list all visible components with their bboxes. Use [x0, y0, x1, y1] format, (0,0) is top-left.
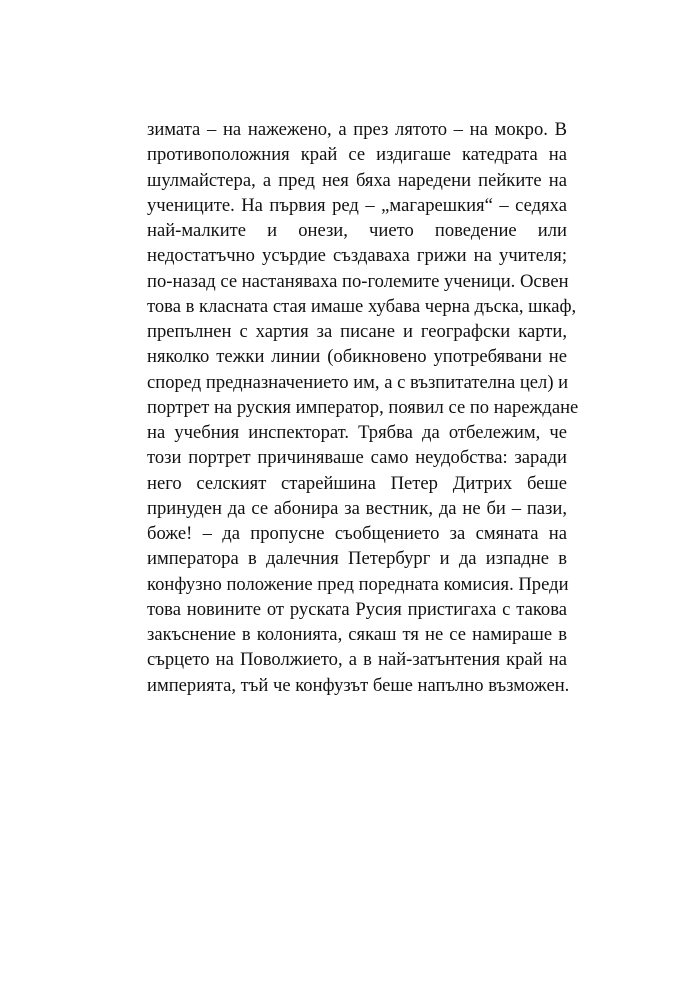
text-line: недостатъчно усърдие създаваха грижи на учителя;: [147, 245, 567, 267]
text-line: няколко тежки линии (обикновено употребявани не: [147, 346, 567, 368]
text-line: императора в далечния Петербург и да изпадне в: [147, 548, 567, 570]
text-line: боже! – да пропусне съобщението за смяната на: [147, 523, 567, 544]
text-line: това новините от руската Русия пристигаха с такова: [147, 598, 567, 620]
text-line: шулмайстера, а пред нея бяха наредени пейките на: [147, 169, 567, 191]
text-line: сърцето на Поволжието, а в най-затънтения край на: [147, 649, 567, 671]
text-line: него селският старейшина Петер Дитрих беше: [147, 472, 567, 494]
body-paragraph: [147, 117, 579, 698]
text-line: конфузно положение пред поредната комисия. Преди: [147, 573, 569, 595]
text-line: според предназначението им, а с възпитателна цел) и: [147, 371, 569, 393]
text-line: учениците. На първия ред – „магарешкия“ – седяха: [147, 194, 567, 216]
text-line: на учебния инспекторат. Трябва да отбележим, че: [147, 422, 567, 443]
text-line: империята, тъй че конфузът беше напълно възможен.: [147, 674, 570, 696]
text-line: зимата – на нажежено, а през лятото – на мокро. В: [147, 119, 567, 140]
text-line: закъснение в колонията, сякаш тя не се намираше в: [147, 624, 567, 645]
text-line: принуден да се абонира за вестник, да не би – пази,: [147, 497, 567, 519]
text-line: препълнен с хартия за писане и географски карти,: [147, 321, 567, 342]
text-line: по-назад се настаняваха по-големите ученици. Освен: [147, 270, 569, 292]
text-line: най-малките и онези, чието поведение или: [147, 220, 567, 241]
text-line: противоположния край се издигаше катедрата на: [147, 144, 567, 166]
text-line: портрет на руския император, появил се по нареждане: [147, 396, 579, 418]
text-line: този портрет причиняваше само неудобства: заради: [147, 447, 567, 469]
text-line: това в класната стая имаше хубава черна дъска, шкаф,: [147, 295, 577, 317]
